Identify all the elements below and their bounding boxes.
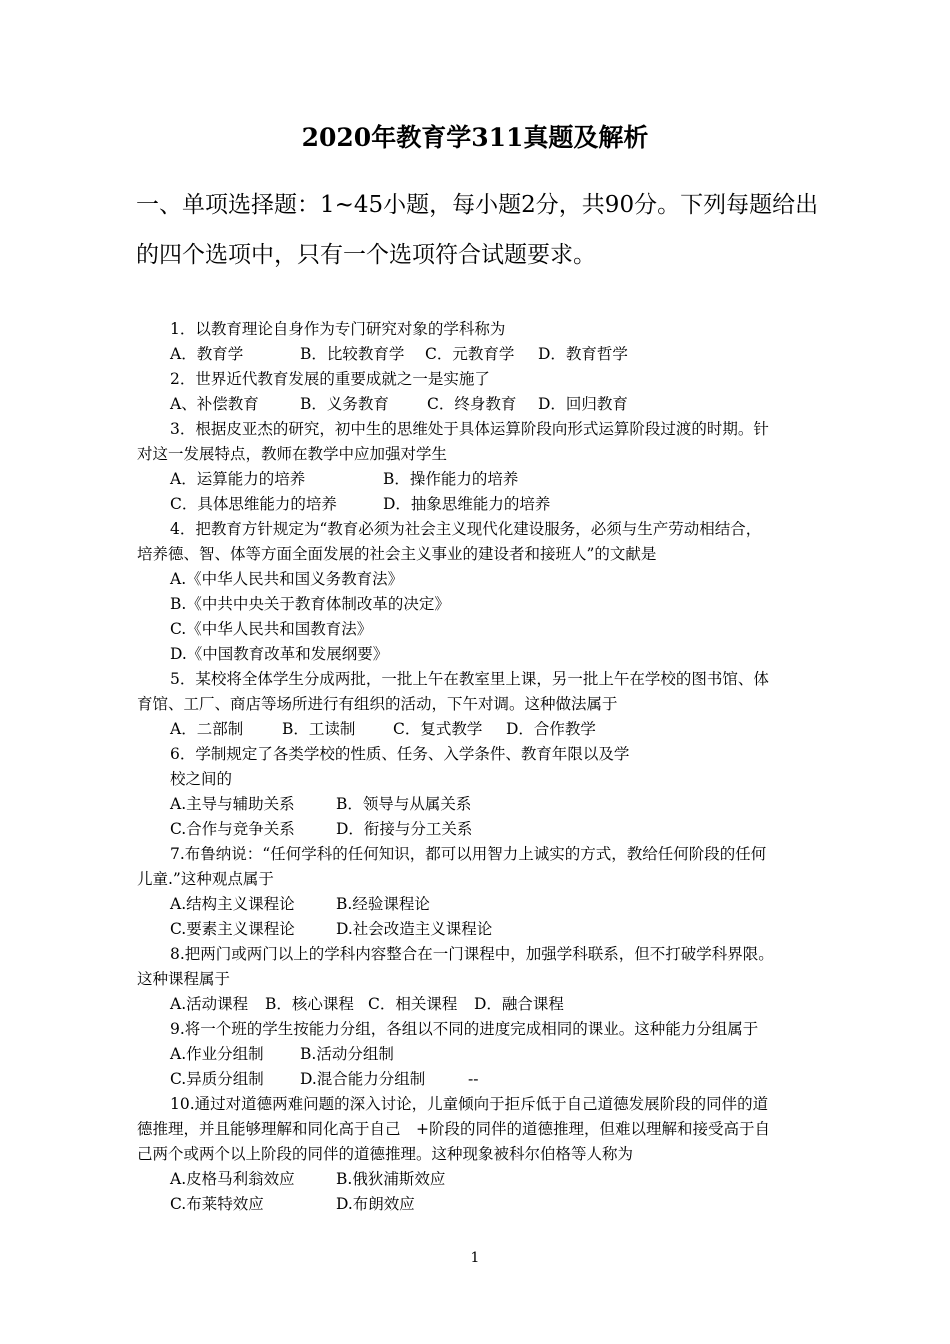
option-a: A.结构主义课程论 [170,895,295,913]
option-row [170,719,770,739]
question-stem-continued: 这种课程属于 [137,970,231,988]
question-stem: 9.将一个班的学生按能力分组，各组以不同的进度完成相同的课业。这种能力分组属于 [170,1020,759,1038]
option-b: B.《中共中央关于教育体制改革的决定》 [170,595,450,613]
section-instructions-line2: 的四个选项中，只有一个选项符合试题要求。 [136,242,596,268]
option-c: C.异质分组制 [170,1070,264,1088]
option-a: A.主导与辅助关系 [170,795,295,813]
option-row [170,1044,770,1064]
option-a: A.《中华人民共和国义务教育法》 [170,570,404,588]
option-c: C．终身教育 [427,395,517,413]
option-d: D．教育哲学 [538,345,628,363]
option-c: C.要素主义课程论 [170,920,295,938]
question-stem: 8.把两门或两门以上的学科内容整合在一门课程中，加强学科联系，但不打破学科界限。 [170,945,774,963]
option-row [170,1169,770,1189]
option-b: B．比较教育学 [300,345,405,363]
option-row [170,919,770,939]
option-row [170,1069,770,1089]
option-c: C.《中华人民共和国教育法》 [170,620,373,638]
option-c: C．相关课程 [368,995,458,1013]
question-stem-continued: 德推理，并且能够理解和同化高于自己 +阶段的同伴的道德推理，但难以理解和接受高于自 [137,1120,770,1138]
option-d: D．衔接与分工关系 [336,820,473,838]
option-a: A、补偿教育 [170,395,259,413]
option-a: A.活动课程 [170,995,249,1013]
option-d: D．合作教学 [506,720,596,738]
option-a: A.作业分组制 [170,1045,264,1063]
stray-mark: -- [468,1070,479,1088]
option-row [170,794,770,814]
option-a: A．教育学 [170,345,244,363]
option-b: B．工读制 [282,720,356,738]
option-b: B.活动分组制 [300,1045,394,1063]
option-d: D．抽象思维能力的培养 [383,495,551,513]
option-d: D.《中国教育改革和发展纲要》 [170,645,389,663]
option-row [170,344,770,364]
option-b: B．义务教育 [300,395,389,413]
option-b: B．操作能力的培养 [383,470,519,488]
option-c: C.合作与竞争关系 [170,820,295,838]
option-b: B．领导与从属关系 [336,795,472,813]
section-instructions-line1: 一、单项选择题：1~45小题，每小题2分，共90分。下列每题给出 [136,192,819,218]
question-stem-continued: 校之间的 [170,770,233,788]
option-b: B.经验课程论 [336,895,430,913]
option-row [170,494,770,514]
question-stem: 1．以教育理论自身作为专门研究对象的学科称为 [170,320,506,338]
question-stem: 3．根据皮亚杰的研究，初中生的思维处于具体运算阶段向形式运算阶段过渡的时期。针 [170,420,769,438]
page-number: 1 [470,1250,480,1266]
option-b: B．核心课程 [265,995,354,1013]
option-c: C.布莱特效应 [170,1195,264,1213]
question-stem: 4．把教育方针规定为“教育必须为社会主义现代化建设服务，必须与生产劳动相结合， [170,520,762,538]
question-stem: 6．学制规定了各类学校的性质、任务、入学条件、教育年限以及学 [170,745,630,763]
question-stem: 2．世界近代教育发展的重要成就之一是实施了 [170,370,490,388]
option-d: D．回归教育 [538,395,628,413]
option-d: D.布朗效应 [336,1195,415,1213]
option-c: C．具体思维能力的培养 [170,495,337,513]
option-a: A．二部制 [170,720,244,738]
document-title: 2020年教育学311真题及解析 [301,123,649,152]
question-stem-continued: 育馆、工厂、商店等场所进行有组织的活动，下午对调。这种做法属于 [137,695,618,713]
option-row [170,994,770,1014]
question-stem: 10.通过对道德两难问题的深入讨论，儿童倾向于拒斥低于自己道德发展阶段的同伴的道 [170,1095,769,1113]
option-d: D.混合能力分组制 [300,1070,426,1088]
option-d: D．融合课程 [474,995,564,1013]
option-a: A．运算能力的培养 [170,470,306,488]
option-c: C．元教育学 [425,345,515,363]
question-stem-continued: 对这一发展特点，教师在教学中应加强对学生 [137,445,448,463]
option-row [170,394,770,414]
question-stem-continued: 己两个或两个以上阶段的同伴的道德推理。这种现象被科尔伯格等人称为 [137,1145,634,1163]
question-stem: 7.布鲁纳说：“任何学科的任何知识，都可以用智力上诚实的方式，教给任何阶段的任何 [170,845,767,863]
option-row [170,469,770,489]
option-c: C．复式教学 [393,720,483,738]
question-stem: 5．某校将全体学生分成两批，一批上午在教室里上课，另一批上午在学校的图书馆、体 [170,670,769,688]
question-stem-continued: 儿童.”这种观点属于 [137,870,274,888]
option-row [170,894,770,914]
option-b: B.俄狄浦斯效应 [336,1170,446,1188]
option-row [170,819,770,839]
option-row [170,1194,770,1214]
option-d: D.社会改造主义课程论 [336,920,493,938]
question-stem-continued: 培养德、智、体等方面全面发展的社会主义事业的建设者和接班人”的文献是 [137,545,657,563]
option-a: A.皮格马利翁效应 [170,1170,295,1188]
